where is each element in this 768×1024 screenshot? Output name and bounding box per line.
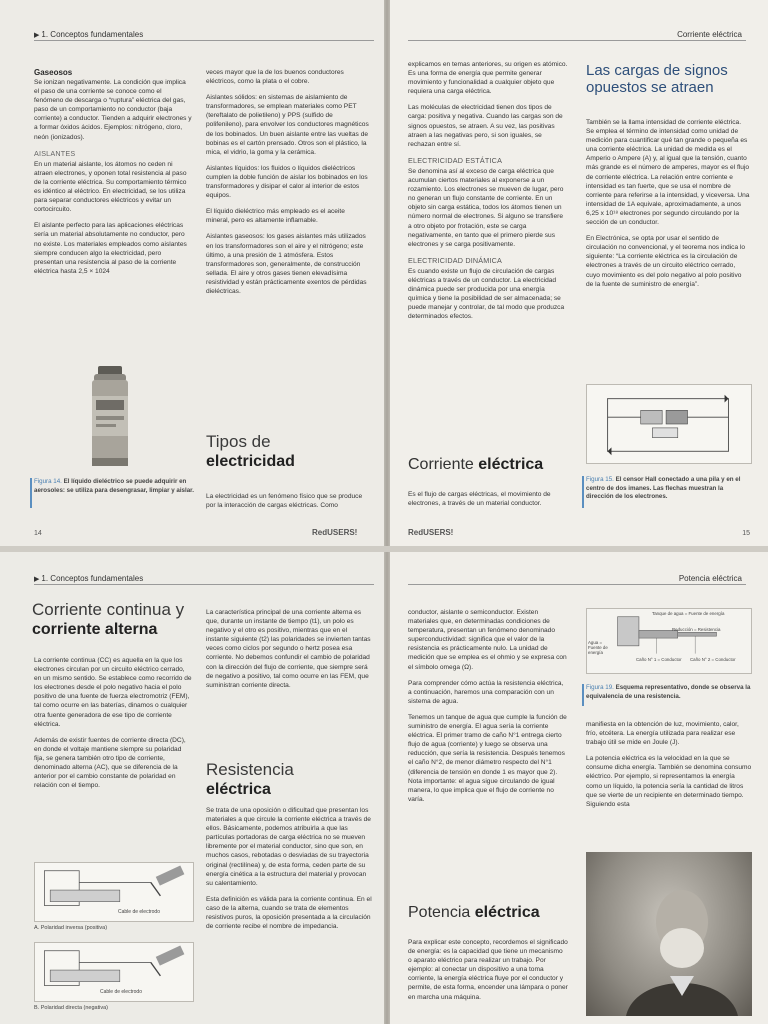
diagram-b-caption: B. Polaridad directa (negativa) bbox=[34, 1005, 108, 1011]
corriente-alterna-text: La característica principal de una corriente alterna es que, durante un instante de tiempo (t1), un polo es negativo y el otro es positivo, mientras que en el instante siguiente (t2) las polaridades se invierten tantas veces como ciclos por segundo o hertz posea esa corriente. No debemos confundir el cambio de polaridad con la dirección del flujo de corriente, que siempre será de negativo a positivo, tal como ocurre en las FEM, que suministran corriente directa. bbox=[206, 609, 371, 689]
aislantes-intro: veces mayor que la de los buenos conductores eléctricos, como la plata o el cobre. bbox=[206, 69, 344, 86]
tipos-electricidad-title: Tipos de electricidad bbox=[206, 432, 295, 470]
potencia-definicion-text: La potencia eléctrica es la velocidad en la que se consume dicha energía. También se denomina consumo eléctrico. Por ejemplo, si representamos la energía como un líquido, la potencia sería la cantidad de litros que se vierte de un recipiente en determinado tiempo. Siguiendo esta bbox=[586, 755, 752, 808]
water-reduction-label: Reducción = Resistencia bbox=[672, 627, 721, 632]
dinamica-text: Es cuando existe un flujo de circulación de cargas eléctricas a través de un conductor. La electricidad dinámica puede ser producida por una energía química y tiene la posibilidad de ser almacenada; se puede manejar y controlar, de tal modo que produzca determinados efectos. bbox=[408, 267, 565, 321]
comparacion-text: Para comprender cómo actúa la resistencia eléctrica, a continuación, haremos una comparación con un sistema de agua. bbox=[408, 679, 564, 705]
gaseosos-title: Gaseosos bbox=[34, 68, 73, 77]
redusers-logo: RedUSERS! bbox=[312, 528, 358, 537]
superconductividad-text: conductor, aislante o semiconductor. Existen materiales que, en determinadas condiciones de temperatura, presentan un fenómeno denominado superconductividad: significa que el valor de la resistencia es prácticamente nulo. La unidad de medición que se emplea es el ohmio y se expresa con el símbolo omega (Ω). bbox=[408, 609, 567, 671]
page-number-14: 14 bbox=[34, 530, 42, 537]
p17-column-1 bbox=[408, 608, 568, 811]
page-15-header: Corriente eléctrica bbox=[677, 30, 742, 39]
cable-label-a: Cable de electrodo bbox=[118, 909, 160, 915]
header-rule bbox=[408, 40, 746, 41]
aislantes-solidos: Aislantes sólidos: en sistemas de aislamiento de transformadores, se emplean materiales como PET (tereftalato de polietileno) y PPS (sulfido de polifenileno), para envolver los conductores magnéticos de los bobinados. Un buen aislante entre las vueltas de bobinas es el cartón prensado. Otros son el plástico, la mica, el vidrio, la goma y la cerámica. bbox=[206, 94, 369, 156]
origen-text: explicamos en temas anteriores, su origen es atómico. Es una forma de energía que permite generar movimiento y funcionalidad a cualquier objeto que requiera una carga eléctrica. bbox=[408, 61, 568, 96]
hall-sensor-diagram bbox=[586, 384, 752, 464]
corriente-continua-text: La corriente continua (CC) es aquella en la que los electrones circulan por un circuito eléctrico cerrado, en un mismo sentido. Se establece como recorrido de los electrones desde el polo negativo hacia el polo positivo de una fuente de fuerza electromotriz (FEM), tal como ocurre en las baterías, dinamos o cualquier otra fuente generadora de ese tipo de corriente eléctrica. bbox=[34, 657, 192, 728]
resistencia-p2: Esta definición es válida para la corriente continua. En el caso de la alterna, cuando se trata de elementos resistivos puros, la oposición presentada a la circulación de corriente recibe el nombre de impedancia. bbox=[206, 895, 372, 931]
triangle-icon: ▶ bbox=[34, 32, 40, 39]
figure-19-caption: Figura 19. Esquema representativo, donde se observa la equivalencia de una resistencia. bbox=[586, 684, 751, 700]
water-flow-label: Tanque de agua = Fuente de energía bbox=[652, 611, 725, 616]
aislantes-liquidos: Aislantes líquidos: los fluidos o líquidos dieléctricos cumplen la doble función de aislar los bobinados en los transformadores y disipar el calor al interior de estos equipos. bbox=[206, 164, 368, 200]
header-rule bbox=[408, 584, 746, 585]
p14-column-1 bbox=[34, 68, 192, 283]
p14-column-2 bbox=[206, 68, 370, 303]
header-rule bbox=[34, 584, 374, 585]
tanque-text: Tenemos un tanque de agua que cumple la función de suministro de energía. El agua sería la corriente eléctrica. El primer tramo de caño N°1 entrega cierto flujo de agua (corriente) y luego se observa una reducción, que sería la resistencia. Después tenemos el caño N°2, de menor diámetro respecto del N°1 (diferencia de tensión en donde 1 es mayor que 2). Nota importante: el agua sigue circulando de igual manera, lo que implica que el flujo de corriente no varía. bbox=[408, 713, 567, 803]
aislantes-text: En un material aislante, los átomos no ceden ni atraen electrones, y oponen total resistencia al paso de la corriente eléctrica. Su comportamiento térmico es idéntico al eléctrico. En electricidad, se los utiliza para separar conductores eléctricos y evitar un cortocircuito. bbox=[34, 160, 187, 214]
page-14-header: ▶ 1. Conceptos fundamentales bbox=[34, 30, 144, 39]
triangle-icon: ▶ bbox=[34, 576, 40, 583]
corriente-continua-title: Corriente continua y corriente alterna bbox=[32, 600, 185, 638]
estatica-title: ELECTRICIDAD ESTÁTICA bbox=[408, 155, 503, 165]
figure-15-caption: Figura 15. El censor Hall conectado a una pila y en el centro de dos imanes. Las flechas muestran la dirección de los electrones. bbox=[586, 476, 741, 501]
aislantes-title: AISLANTES bbox=[34, 148, 76, 158]
potencia-title: Potencia eléctrica bbox=[408, 904, 540, 921]
potencia-text: Para explicar este concepto, recordemos el significado de energía: es la capacidad que tiene un mecanismo o aparato eléctrico para realizar un trabajo. Por ejemplo: al conectar un dispositivo a una toma corriente, la energía eléctrica fluye por el conductor y permite, de esta forma, encender una lámpara o poner en marcha una máquina. bbox=[408, 939, 568, 1001]
cable-label-b: Cable de electrodo bbox=[100, 989, 142, 995]
page-16 bbox=[0, 552, 384, 1024]
header-rule bbox=[34, 40, 374, 41]
resistencia-title: Resistencia eléctrica bbox=[206, 760, 294, 798]
page-15 bbox=[390, 0, 768, 546]
corriente-electrica-title: Corriente eléctrica bbox=[408, 456, 544, 473]
portrait-figure bbox=[586, 852, 752, 1016]
corriente-alterna-intro: Además de existir fuentes de corriente directa (DC), en donde el voltaje mantiene siempre su polaridad fija, se genera también otro tipo de corriente, denominado alterna (AC), que se diferencia de la anterior por el cambio constante de polaridad en relación con el tiempo. bbox=[34, 736, 186, 790]
resistencia-p1: Se trata de una oposición o dificultad que presentan los materiales a que circule la corriente eléctrica a través de ellos. Básicamente, podemos atribuirla a que las partículas portadoras de carga eléctrica no se mueven libremente por el material conductor, sino que son, en muchos casos, rebotadas o desviadas de su trayectoria original (rectilínea) y, de esta forma, ceden parte de su energía cinética a la estructura del material y provocan su calentamiento. bbox=[206, 807, 371, 887]
cargas-text: Las moléculas de electricidad tienen dos tipos de carga: positiva y negativa. Cuando las cargas son de signos opuestos, se atraen. A su vez, las positivas atraen a las negativas pero, si son iguales, se rechazan entre sí. bbox=[408, 104, 563, 148]
gaseosos-text: Se ionizan negativamente. La condición que implica el paso de una corriente se conoce como el fenómeno de descarga o “ruptura” eléctrica del gas, paso de un comportamiento no conductor (baja corriente) a conductor. Tienden a adquirir electrones y a formar óxidos ácidos. Ejemplos: nitrógeno, cloro, neón (ionizados). bbox=[34, 79, 192, 141]
caption-bar bbox=[582, 476, 584, 508]
intensidad-text: También se la llama intensidad de corriente eléctrica. Se emplea el término de intensidad como unidad de medición para cuantificar qué tan grande o pequeña es una corriente eléctrica. La unidad de medida es el Amperio o Ampere (A) y, al igual que la tensión, cuanto más grande es el número de amperes, mayor es el flujo de corriente eléctrica. La relación entre corriente e intensidad es tan fuerte, que se usa el nombre de corriente para referirse a la intensidad, y viceversa. Una intensidad de 1A equivale, aproximadamente, a unos 6,25 x 10¹⁸ electrones por segundo circulando por la sección de un conductor. bbox=[586, 119, 750, 227]
page-16-header: ▶ 1. Conceptos fundamentales bbox=[34, 574, 144, 583]
caption-bar bbox=[582, 684, 584, 706]
dinamica-title: ELECTRICIDAD DINÁMICA bbox=[408, 255, 503, 265]
p17-column-2 bbox=[586, 720, 752, 816]
page-17 bbox=[390, 552, 768, 1024]
pipe-1-label: Caño N° 1 = Conductor bbox=[636, 657, 682, 662]
aislantes-gaseosos: Aislantes gaseosos: los gases aislantes más utilizados en los transformadores son el aire y el nitrógeno; este último, a una presión de 1 atmósfera. Estos transformadores son, generalmente, de construcción sellada. El aire y otros gases tienen elevadísima resistividad y están prácticamente exentos de pérdidas dieléctricas. bbox=[206, 233, 367, 295]
p15-column-2 bbox=[586, 118, 750, 296]
corriente-text: Es el flujo de cargas eléctricas, el movimiento de electrones, a través de un material conductor. bbox=[408, 491, 551, 508]
electronica-text: En Electrónica, se opta por usar el sentido de circulación no convencional, y el teorema nos indica lo siguiente: “La corriente eléctrica es la circulación de electrones a través de un circuito eléctrico cerrado, cuyo movimiento es del polo negativo al polo positivo de la fuente de suministro de energía”. bbox=[586, 235, 746, 288]
aerosol-can-image bbox=[88, 366, 132, 470]
p16-column-1 bbox=[34, 656, 192, 797]
figure-14-caption: Figura 14. El líquido dieléctrico se puede adquirir en aerosoles: se utiliza para desengrasar, limpiar y aislar. bbox=[34, 478, 194, 494]
p16-column-2 bbox=[206, 608, 372, 697]
pipe-2-label: Caño N° 2 = Conductor bbox=[690, 657, 736, 662]
redusers-logo: RedUSERS! bbox=[408, 528, 454, 537]
diagram-a-caption: A. Polaridad inversa (positiva) bbox=[34, 925, 108, 931]
caption-bar bbox=[30, 478, 32, 508]
liquido-dielectrico: El líquido dieléctrico más empleado es el aceite mineral, pero es altamente inflamable. bbox=[206, 208, 345, 225]
aislante-perfecto-text: El aislante perfecto para las aplicaciones eléctricas sería un material absolutamente no conductor, pero no existe. Los materiales empleados como aislantes siempre conducen algo la electricidad, pero presentan una resistencia al paso de la corriente eléctrica hasta 2,5 × 1024 bbox=[34, 222, 187, 275]
page-14 bbox=[0, 0, 384, 546]
tipos-text: La electricidad es un fenómeno físico que se produce por la interacción de cargas eléctricas. Como bbox=[206, 493, 363, 510]
water-tank-label: Agua = Fuente de energía bbox=[588, 640, 608, 655]
page-number-15: 15 bbox=[742, 530, 750, 537]
p15-column-1 bbox=[408, 60, 568, 328]
polarity-diagram-a bbox=[34, 862, 194, 922]
page-17-header: Potencia eléctrica bbox=[678, 574, 742, 583]
portrait-photo bbox=[586, 852, 752, 1016]
cargas-signos-title: Las cargas de signos opuestos se atraen bbox=[586, 62, 728, 96]
resistencia-text bbox=[206, 806, 372, 938]
estatica-text: Se denomina así al exceso de carga eléctrica que acumulan ciertos materiales al exponerse a un rozamiento. Los electrones se mueven de lugar, pero no generan un flujo constante de corriente. En un objeto sin carga estática, todos los átomos tienen un número normal de electrones. Si alguno se transfiere a otro objeto por frotación, este se carga negativamente, en tanto que el primero pierde sus electrones y se carga positivamente. bbox=[408, 167, 564, 248]
energia-text: manifiesta en la obtención de luz, movimiento, calor, frío, etcétera. La energía utilizada para realizar ese trabajo útil se mide en Joule (J). bbox=[586, 721, 739, 747]
